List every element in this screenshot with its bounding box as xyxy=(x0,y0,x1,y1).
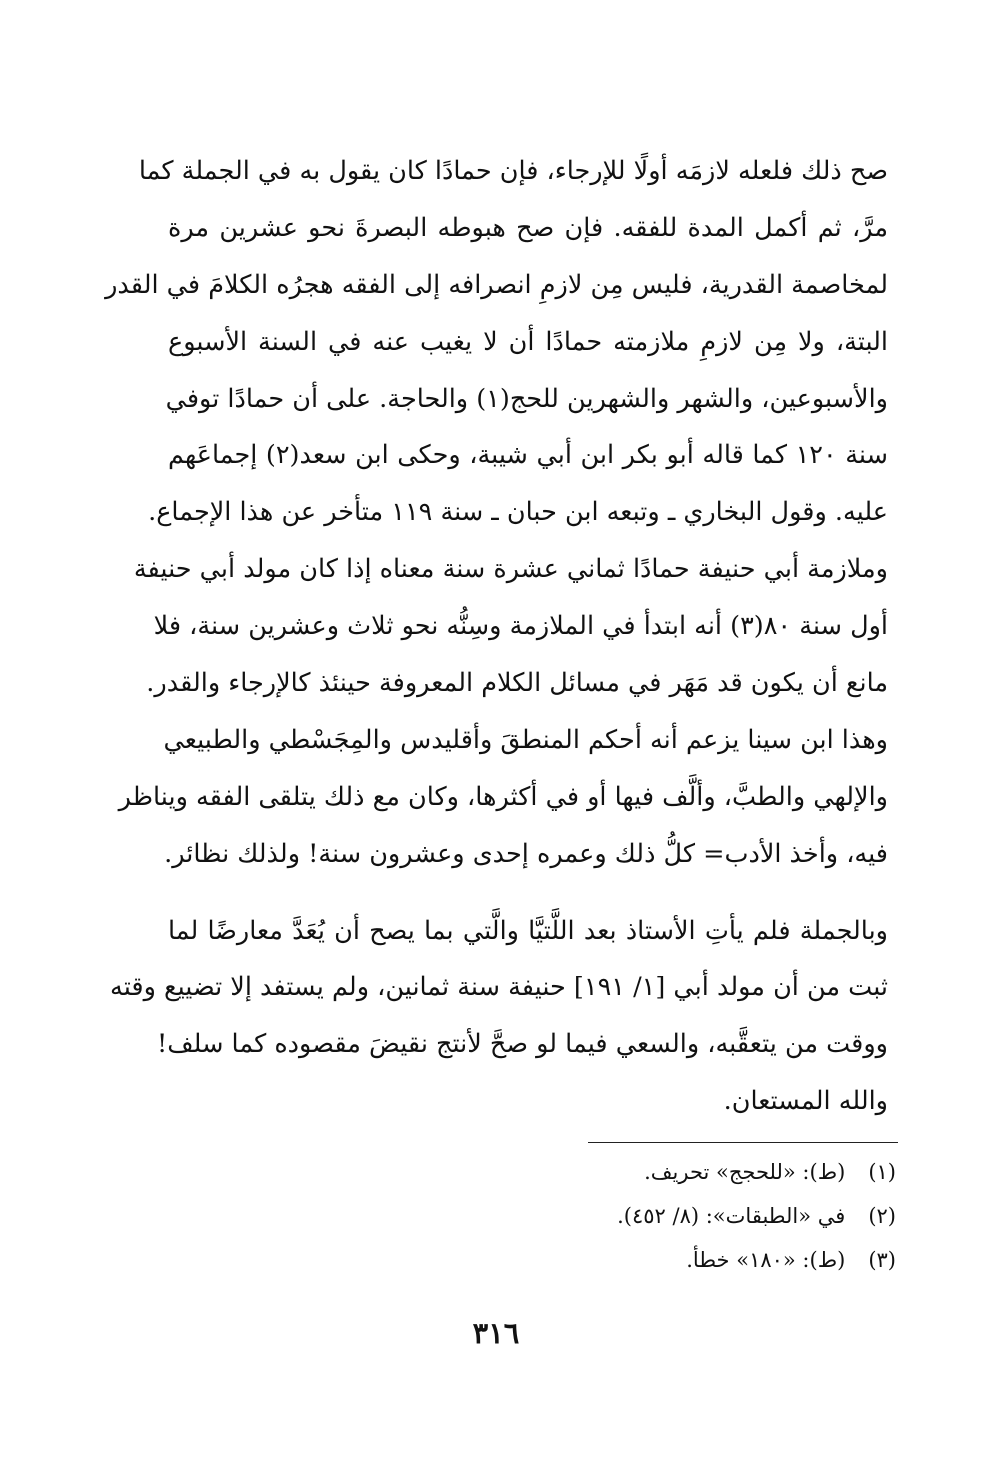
footnote-text: (ط): «١٨٠» خطأ. xyxy=(686,1248,846,1272)
text-line: أول سنة ٨٠(٣) أنه ابتدأ في الملازمة وسِنُّه نحو ثلاث وعشرين سنة، فلا xyxy=(153,611,888,642)
text-line: عليه. وقول البخاري ـ وتبعه ابن حبان ـ سنة ١١٩ متأخر عن هذا الإجماع. xyxy=(148,497,888,528)
text-line: وهذا ابن سينا يزعم أنه أحكم المنطقَ وأقليدس والمِجَسْطي والطبيعي xyxy=(163,724,888,755)
footnote-1 xyxy=(520,1150,896,1194)
text-line: والله المستعان. xyxy=(723,1086,888,1117)
page-number: ٣١٦ xyxy=(472,1316,520,1350)
footnote-number: (٢) xyxy=(868,1204,896,1228)
text-line: وملازمة أبي حنيفة حمادًا ثماني عشرة سنة معناه إذا كان مولد أبي حنيفة xyxy=(133,554,888,585)
main-text xyxy=(105,143,888,1130)
footnote-number: (٣) xyxy=(868,1248,896,1272)
text-line: صح ذلك فلعله لازمَه أولًا للإرجاء، فإن حمادًا كان يقول به في الجملة كما xyxy=(138,156,888,186)
text-line: فيه، وأخذ الأدب= كلُّ ذلك وعمره إحدى وعشرون سنة! ولذلك نظائر. xyxy=(164,838,888,869)
paragraph-spacer xyxy=(168,883,888,903)
text-line: ثبت من أن مولد أبي [١/ ١٩١] حنيفة سنة ثمانين، ولم يستفد إلا تضييع وقته xyxy=(110,972,888,1003)
text-line: والإلهي والطبَّ، وألَّف فيها أو في أكثرها، وكان مع ذلك يتلقى الفقه ويناظر xyxy=(118,781,888,812)
text-line: مرَّ، ثم أكمل المدة للفقه. فإن صح هبوطه البصرةَ نحو عشرين مرة xyxy=(168,212,888,243)
footnote-text: في «الطبقات»: (٨/ ٤٥٢). xyxy=(617,1204,846,1228)
text-line: سنة ١٢٠ كما قاله أبو بكر ابن أبي شيبة، وحكى ابن سعد(٢) إجماعَهم xyxy=(168,440,888,471)
footnote-text: (ط): «للحجج» تحريف. xyxy=(644,1160,846,1184)
text-line: البتة، ولا مِن لازمِ ملازمته حمادًا أن لا يغيب عنه في السنة الأسبوع xyxy=(168,326,888,357)
paragraph-1 xyxy=(105,143,888,883)
footnote-number: (١) xyxy=(868,1160,896,1184)
footnote-2 xyxy=(520,1194,896,1238)
text-line: والأسبوعين، والشهر والشهرين للحج(١) والحاجة. على أن حمادًا توفي xyxy=(165,383,888,414)
footnote-3 xyxy=(520,1238,896,1282)
text-line: لمخاصمة القدرية، فليس مِن لازمِ انصرافه إلى الفقه هجرُه الكلامَ في القدر xyxy=(105,269,888,300)
paragraph-2 xyxy=(110,903,888,1131)
footnote-separator xyxy=(588,1142,898,1143)
text-line: ووقت من يتعقَّبه، والسعي فيما لو صحَّ لأنتج نقيضَ مقصوده كما سلف! xyxy=(157,1029,888,1060)
text-line: وبالجملة فلم يأتِ الأستاذ بعد اللَّتيَّا والَّتي بما يصح أن يُعَدَّ معارضًا لما xyxy=(168,915,888,946)
text-line: مانع أن يكون قد مَهَر في مسائل الكلام المعروفة حينئذ كالإرجاء والقدر. xyxy=(146,668,888,699)
footnotes xyxy=(520,1150,896,1282)
